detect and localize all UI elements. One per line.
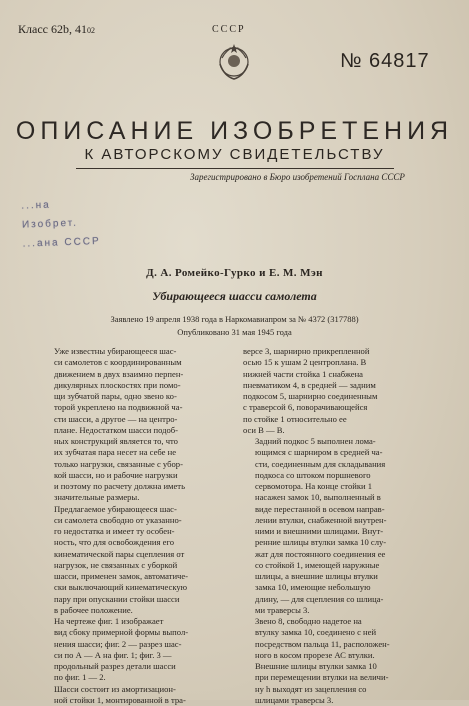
- library-stamp: [21, 191, 173, 256]
- text-line: длину, — для сцепления со шлица-: [243, 594, 449, 605]
- patent-class-subscript: 02: [87, 26, 95, 35]
- text-line: втулку замка 10, соединено с ней: [243, 627, 449, 638]
- text-line: виде перестанной в осевом направ-: [243, 504, 449, 515]
- text-line: сти шасси, а другое — на центро-: [42, 414, 238, 425]
- text-line: ми траверсы 3.: [243, 605, 449, 616]
- text-line: при перемещении втулки на величи-: [243, 672, 449, 683]
- title-divider: [76, 168, 394, 169]
- text-line: ющимся с шарниром в средней ча-: [243, 447, 449, 458]
- text-line: по фиг. 1 — 2.: [42, 672, 238, 683]
- text-line: сти, соединенным для складывания: [243, 459, 449, 470]
- document-title: ОПИСАНИЕ ИЗОБРЕТЕНИЯ: [0, 117, 469, 146]
- country-label: СССР: [212, 24, 246, 35]
- text-line: шлицы, а внешние шлицы втулки: [243, 571, 449, 582]
- text-line: оси В — В.: [243, 425, 449, 436]
- text-line: насажен замок 10, выполненный в: [243, 492, 449, 503]
- text-line: подкоса со штоком поршневого: [243, 470, 449, 481]
- text-line: нагрузок, не связанных с уборкой: [42, 560, 238, 571]
- text-line: только нагрузки, связанные с убор-: [42, 459, 238, 470]
- text-line: ных конструкций является то, что: [42, 436, 238, 447]
- text-line: лении втулки, снабженной внутрен-: [243, 515, 449, 526]
- text-line: посредством пальца 11, расположен-: [243, 639, 449, 650]
- text-line: кинематической пары сцепления от: [42, 549, 238, 560]
- authors: Д. А. Ромейко-Гурко и Е. М. Мэн: [0, 267, 469, 279]
- right-text-column: [243, 346, 449, 706]
- text-line: щи зубчатой пары, одно звено ко-: [42, 391, 238, 402]
- text-line: си самолета свободно от указанно-: [42, 515, 238, 526]
- text-line: со стойкой 1, имеющей наружные: [243, 560, 449, 571]
- text-line: Шасси состоит из амортизацион-: [42, 684, 238, 695]
- text-line: их зубчатая пара несет на себе не: [42, 447, 238, 458]
- paragraph: [42, 684, 238, 706]
- text-line: си самолетов с координированным: [42, 357, 238, 368]
- paragraph: [42, 616, 238, 684]
- text-line: плане. Недостатком шасси подоб-: [42, 425, 238, 436]
- text-line: и поэтому по расчету должна иметь: [42, 481, 238, 492]
- patent-class: [18, 22, 95, 37]
- ussr-emblem-icon: [214, 42, 254, 82]
- text-line: ски выключающий кинематическую: [42, 582, 238, 593]
- text-line: си по А — А на фиг. 1; фиг. 3 —: [42, 650, 238, 661]
- invention-title: Убирающееся шасси самолета: [0, 289, 469, 304]
- filing-info: Заявлено 19 апреля 1938 года в Наркомавиапром за № 4372 (317788): [0, 314, 469, 324]
- registration-note: Зарегистрировано в Бюро изобретений Госплана СССР: [190, 172, 405, 182]
- text-line: шасси, применен замок, автоматиче-: [42, 571, 238, 582]
- stamp-line: ...на: [21, 191, 172, 215]
- text-line: жат для постоянного соединения ее: [243, 549, 449, 560]
- text-line: дикулярных плоскостях при помо-: [42, 380, 238, 391]
- text-line: ренние шлицы втулки замка 10 слу-: [243, 537, 449, 548]
- text-line: подкосом 5, шарнирно соединенным: [243, 391, 449, 402]
- text-line: сервомотора. На конце стойки 1: [243, 481, 449, 492]
- patent-class-text: Класс 62b, 41: [18, 22, 87, 36]
- publication-info: Опубликовано 31 мая 1945 года: [0, 327, 469, 337]
- text-line: нения шасси; фиг. 2 — разрез шас-: [42, 639, 238, 650]
- text-line: по стойке 1 относительно ее: [243, 414, 449, 425]
- text-line: ну h выходят из зацепления со: [243, 684, 449, 695]
- patent-number: № 64817: [340, 50, 430, 73]
- text-line: го недостатка и имеет ту особен-: [42, 526, 238, 537]
- text-line: Уже известны убирающееся шас-: [42, 346, 238, 357]
- text-line: Предлагаемое убирающееся шас-: [42, 504, 238, 515]
- text-line: Задний подкос 5 выполнен лома-: [243, 436, 449, 447]
- text-line: с траверсой 6, поворачивающейся: [243, 402, 449, 413]
- text-line: версе 3, шарнирно прикрепленной: [243, 346, 449, 357]
- text-line: пару при опускании стойки шасси: [42, 594, 238, 605]
- text-line: шлицами траверсы 3.: [243, 695, 449, 706]
- paragraph: [243, 661, 449, 706]
- text-line: значительные размеры.: [42, 492, 238, 503]
- paragraph: [42, 504, 238, 617]
- text-line: кой шасси, но и рабочие нагрузки: [42, 470, 238, 481]
- paragraph: [243, 346, 449, 436]
- text-line: движением в двух взаимно перпен-: [42, 369, 238, 380]
- stamp-line: ...ана СССР: [22, 229, 173, 253]
- text-line: ной стойки 1, монтированной в тра-: [42, 695, 238, 706]
- text-line: вид сбоку примерной формы выпол-: [42, 627, 238, 638]
- text-line: осью 15 к ушам 2 центроплана. В: [243, 357, 449, 368]
- paragraph: [42, 346, 238, 504]
- stamp-line: Изобрет.: [22, 210, 173, 234]
- text-line: пневматиком 4, в средней — задним: [243, 380, 449, 391]
- text-line: нижней части стойка 1 снабжена: [243, 369, 449, 380]
- text-line: продольный разрез детали шасси: [42, 661, 238, 672]
- paragraph: [243, 616, 449, 661]
- text-line: Звено 8, свободно надетое на: [243, 616, 449, 627]
- paragraph: [243, 436, 449, 616]
- text-line: в рабочее положение.: [42, 605, 238, 616]
- text-line: замка 10, имеющие небольшую: [243, 582, 449, 593]
- text-line: ними и внешними шлицами. Внут-: [243, 526, 449, 537]
- text-line: торой укреплено на подвижной ча-: [42, 402, 238, 413]
- text-line: ного в косом прорезе АС втулки.: [243, 650, 449, 661]
- text-line: На чертеже фиг. 1 изображает: [42, 616, 238, 627]
- text-line: Внешние шлицы втулки замка 10: [243, 661, 449, 672]
- left-text-column: [42, 346, 238, 706]
- document-subtitle: К АВТОРСКОМУ СВИДЕТЕЛЬСТВУ: [0, 146, 469, 163]
- text-line: ность, что для освобождения его: [42, 537, 238, 548]
